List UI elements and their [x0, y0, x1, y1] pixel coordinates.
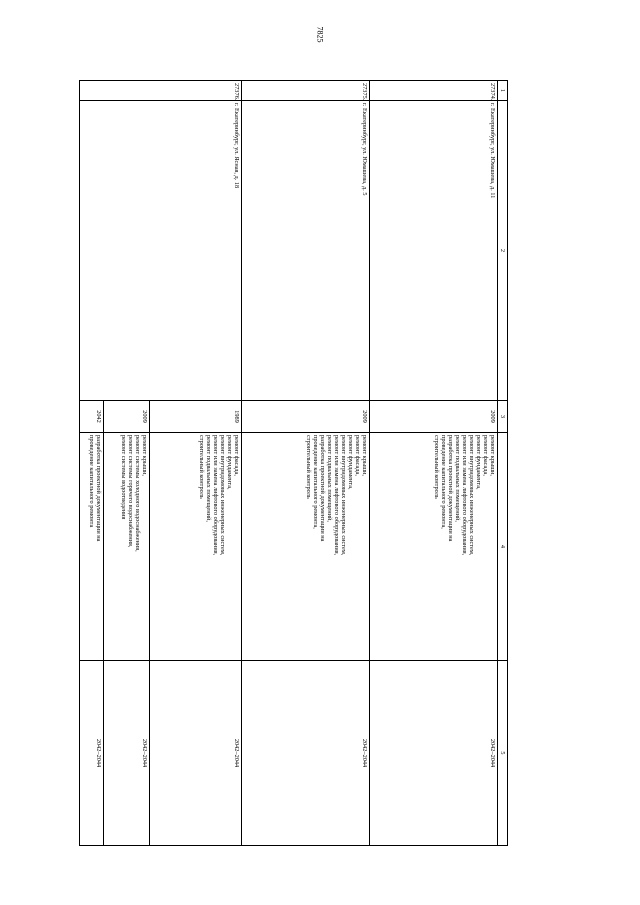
table-row: [242, 81, 370, 846]
header-cell: 4: [498, 433, 508, 661]
repair-period: 2042–2044: [104, 661, 150, 846]
work-item: разработка проектной документации на: [95, 435, 102, 542]
work-item: ремонт системы холодного водоснабжения,: [133, 435, 141, 552]
address: г. Екатеринбург, ул. Ясная, д. 18: [80, 101, 242, 401]
header-cell: 3: [498, 401, 508, 433]
repair-period: 2042–2044: [370, 661, 498, 846]
table-row: [370, 81, 498, 846]
repair-period: 2042–2044: [150, 661, 242, 846]
work-item: ремонт внутридомовых инженерных систем,: [467, 435, 475, 556]
work-item: ремонт фасада,: [233, 435, 240, 476]
work-item: ремонт фундамента,: [346, 435, 354, 490]
work-item: ремонт подвальных помещений,: [204, 435, 212, 522]
work-item: проведение капитального ремонта,: [439, 435, 447, 529]
header-cell: 1: [498, 81, 508, 101]
address: г. Екатеринбург, ул. Юмашева, д. 5: [242, 101, 370, 401]
works-list: [370, 433, 498, 661]
header-cell: 2: [498, 101, 508, 401]
work-item: ремонт внутридомовых инженерных систем,: [218, 435, 226, 556]
work-item: ремонт фундамента,: [225, 435, 233, 490]
row-number: 27376.: [80, 81, 242, 101]
address: г. Екатеринбург, ул. Юмашева, д. 11: [370, 101, 498, 401]
build-year: 2009: [104, 401, 150, 433]
works-list: [104, 433, 150, 661]
table-container: [80, 80, 508, 845]
work-item: разработка проектной документации на: [446, 435, 454, 542]
row-number: 27375.: [242, 81, 370, 101]
work-item: строительный контроль: [304, 435, 312, 499]
work-item: ремонт подвальных помещений,: [453, 435, 461, 522]
work-item: ремонт фасада,: [481, 435, 489, 476]
table-row: [150, 81, 242, 846]
work-item: строительный контроль: [197, 435, 205, 499]
work-item: ремонт или замена лифтового оборудования,: [211, 435, 219, 556]
work-item: проведение капитального ремонта: [87, 435, 95, 528]
build-year: 2009: [370, 401, 498, 433]
work-item: ремонт системы водоотведения: [119, 435, 127, 520]
work-item: ремонт крыши,: [141, 435, 148, 477]
work-item: ремонт фундамента,: [474, 435, 482, 490]
header-cell: 5: [498, 661, 508, 846]
work-item: ремонт крыши,: [361, 435, 368, 477]
row-number: 27374.: [370, 81, 498, 101]
header-row: [498, 81, 508, 846]
work-item: проведение капитального ремонта,: [311, 435, 319, 529]
build-year: 2042: [80, 401, 104, 433]
works-list: [80, 433, 104, 661]
work-item: ремонт подвальных помещений,: [325, 435, 333, 522]
build-year: 1989: [150, 401, 242, 433]
work-item: ремонт внутридомовых инженерных систем,: [339, 435, 347, 556]
work-item: ремонт или замена лифтового оборудования,: [332, 435, 340, 556]
page-number: 7825: [315, 26, 325, 43]
work-item: разработка проектной документации на: [318, 435, 326, 542]
work-item: строительный контроль: [432, 435, 440, 499]
repair-period: 2042–2044: [242, 661, 370, 846]
works-list: [242, 433, 370, 661]
repair-period: 2042–2044: [80, 661, 104, 846]
work-item: ремонт или замена лифтового оборудования,: [460, 435, 468, 556]
build-year: 2009: [242, 401, 370, 433]
work-item: ремонт крыши,: [489, 435, 496, 477]
work-item: ремонт системы горячего водоснабжения,: [126, 435, 134, 548]
repair-schedule-table: [79, 80, 508, 846]
works-list: [150, 433, 242, 661]
work-item: ремонт фасада,: [353, 435, 361, 476]
